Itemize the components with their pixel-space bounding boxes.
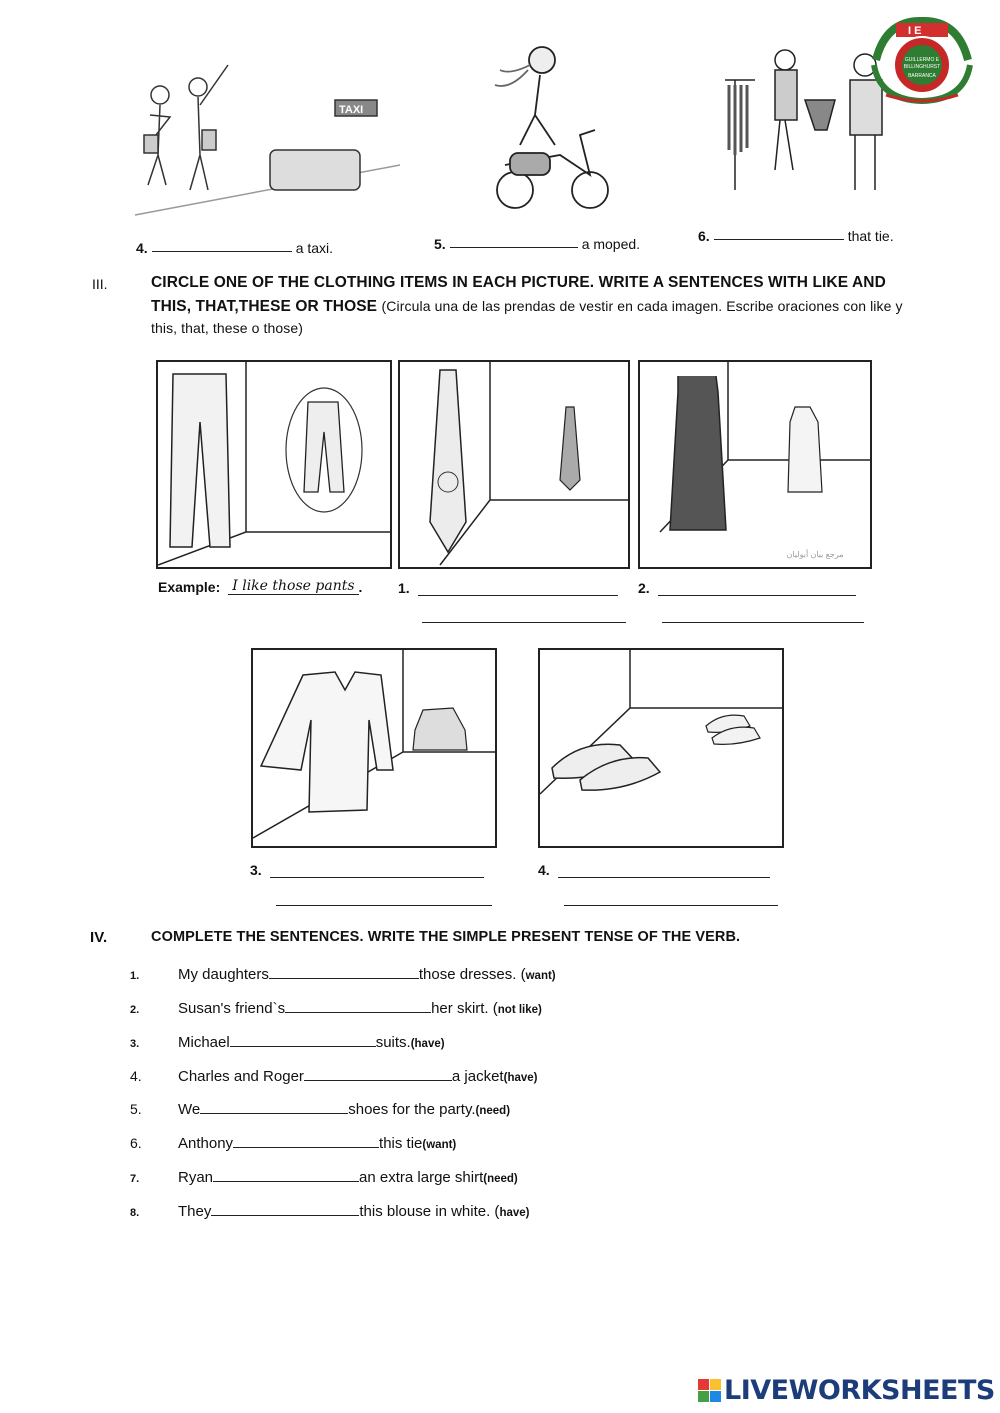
caption-text: a moped.: [581, 236, 641, 252]
item-number: 3.: [130, 1038, 140, 1050]
item-number: 4.: [130, 1068, 142, 1084]
verb-hint: (have): [503, 1072, 538, 1084]
answer-row-2: [638, 580, 856, 596]
heading-bold-part: THIS, THAT,THESE OR THOSE: [151, 298, 378, 315]
answer-blank[interactable]: [152, 250, 292, 252]
brand-squares-icon: [698, 1379, 721, 1402]
picture-pants[interactable]: [156, 360, 392, 569]
sentence-start: Susan's friend`s: [178, 1000, 286, 1017]
brand-square: [698, 1379, 709, 1390]
sentence-2: [130, 1000, 542, 1017]
crest-initials: I E: [908, 25, 922, 37]
item-number: 5.: [130, 1101, 142, 1117]
item-number: 2.: [130, 1004, 140, 1016]
example-row: Example: I like those pants .: [158, 578, 363, 595]
caption-number: 6.: [698, 228, 710, 244]
verb-hint: not like): [497, 1004, 542, 1016]
liveworksheets-logo[interactable]: [698, 1375, 995, 1406]
verb-blank[interactable]: [211, 1203, 359, 1216]
verb-hint: (need): [483, 1173, 518, 1185]
caption-text: a taxi.: [295, 240, 334, 256]
brand-square: [710, 1379, 721, 1390]
item-number: 7.: [130, 1173, 140, 1185]
section-number-iv: IV.: [90, 929, 108, 946]
answer-number: 3.: [250, 862, 262, 878]
caption-5: [434, 236, 640, 252]
verb-blank[interactable]: [233, 1135, 379, 1148]
taxi-sign: TAXI: [339, 104, 364, 116]
heading-line-2: [151, 298, 961, 316]
sentence-4: [130, 1068, 537, 1085]
sentence-8: [130, 1203, 529, 1220]
sentence-start: Michael: [178, 1034, 230, 1051]
answer-line[interactable]: [564, 905, 778, 906]
sentence-start: Charles and Roger: [178, 1068, 304, 1085]
answer-row-1: [398, 580, 618, 596]
caption-4: [136, 240, 333, 256]
watermark-text: مرجع بيان أبوليان: [786, 550, 844, 559]
sentence-start: Anthony: [178, 1135, 234, 1152]
answer-line[interactable]: [658, 595, 856, 596]
answer-blank[interactable]: [450, 246, 578, 248]
verb-blank[interactable]: [304, 1068, 452, 1081]
sentence-end: this blouse in white. (: [359, 1203, 500, 1220]
sentence-start: We: [178, 1101, 201, 1118]
caption-6: [698, 228, 894, 244]
item-number: 6.: [130, 1135, 142, 1151]
brand-square: [698, 1391, 709, 1402]
picture-sweaters[interactable]: [251, 648, 497, 848]
school-crest-logo: [866, 15, 978, 105]
verb-hint: (want): [422, 1139, 457, 1151]
sentence-5: [130, 1101, 510, 1118]
crest-text-3: BARRANCA: [908, 73, 936, 79]
section-heading: [151, 274, 961, 336]
caption-number: 4.: [136, 240, 148, 256]
item-number: 1.: [130, 970, 140, 982]
answer-line[interactable]: [276, 905, 492, 906]
sentence-3: [130, 1034, 445, 1051]
sentence-end: those dresses. (: [418, 966, 526, 983]
sentence-end: suits.: [375, 1034, 411, 1051]
sentence-end: this tie: [379, 1135, 423, 1152]
sentence-7: [130, 1169, 518, 1186]
caption-number: 5.: [434, 236, 446, 252]
answer-row-4: [538, 862, 770, 878]
sentence-start: My daughters: [178, 966, 269, 983]
caption-text: that tie.: [847, 228, 894, 244]
verb-hint: (need): [475, 1105, 511, 1117]
picture-dresses[interactable]: [638, 360, 872, 569]
answer-blank[interactable]: [714, 238, 844, 240]
example-answer: I like those pants: [228, 578, 358, 595]
verb-blank[interactable]: [269, 966, 419, 979]
section-heading-iv: COMPLETE THE SENTENCES. WRITE THE SIMPLE PRESENT TENSE OF THE VERB.: [151, 929, 741, 945]
crest-text-2: BILLINGHURST: [903, 64, 941, 70]
sentence-end: an extra large shirt: [359, 1169, 484, 1186]
brand-name: LIVEWORKSHEETS: [724, 1375, 995, 1406]
verb-hint: (have): [410, 1038, 445, 1050]
sentence-start: Ryan: [178, 1169, 214, 1186]
item-number: 8.: [130, 1207, 140, 1219]
answer-number: 1.: [398, 580, 410, 596]
section-number: III.: [92, 276, 108, 292]
picture-ties[interactable]: [398, 360, 630, 569]
brand-square: [710, 1391, 721, 1402]
verb-hint: have): [499, 1207, 530, 1219]
picture-shoes[interactable]: [538, 648, 784, 848]
sentence-start: They: [178, 1203, 212, 1220]
answer-number: 2.: [638, 580, 650, 596]
verb-blank[interactable]: [213, 1169, 359, 1182]
verb-blank[interactable]: [285, 1000, 431, 1013]
crest-text-1: GUILLERMO E: [904, 57, 940, 63]
verb-blank[interactable]: [230, 1034, 376, 1047]
instruction-note-2: this, that, these o those): [151, 320, 304, 336]
answer-line[interactable]: [418, 595, 618, 596]
heading-line-1: CIRCLE ONE OF THE CLOTHING ITEMS IN EACH PICTURE. WRITE A SENTENCES WITH LIKE AND: [151, 274, 886, 291]
moped-illustration: [480, 35, 620, 220]
answer-line[interactable]: [662, 622, 864, 623]
sentence-end: a jacket: [451, 1068, 504, 1085]
instruction-note: (Circula una de las prendas de vestir en cada imagen. Escribe oraciones con like y: [381, 298, 903, 314]
answer-row-3: [250, 862, 484, 878]
verb-blank[interactable]: [200, 1101, 348, 1114]
sentence-1: [130, 966, 556, 983]
example-label: Example:: [158, 579, 221, 595]
sentence-6: [130, 1135, 456, 1152]
taxi-illustration: [130, 45, 410, 220]
answer-number: 4.: [538, 862, 550, 878]
answer-line[interactable]: [270, 877, 484, 878]
answer-line[interactable]: [422, 622, 626, 623]
answer-line[interactable]: [558, 877, 770, 878]
verb-hint: want): [525, 970, 556, 982]
sentence-end: shoes for the party.: [348, 1101, 476, 1118]
sentence-end: her skirt. (: [431, 1000, 498, 1017]
